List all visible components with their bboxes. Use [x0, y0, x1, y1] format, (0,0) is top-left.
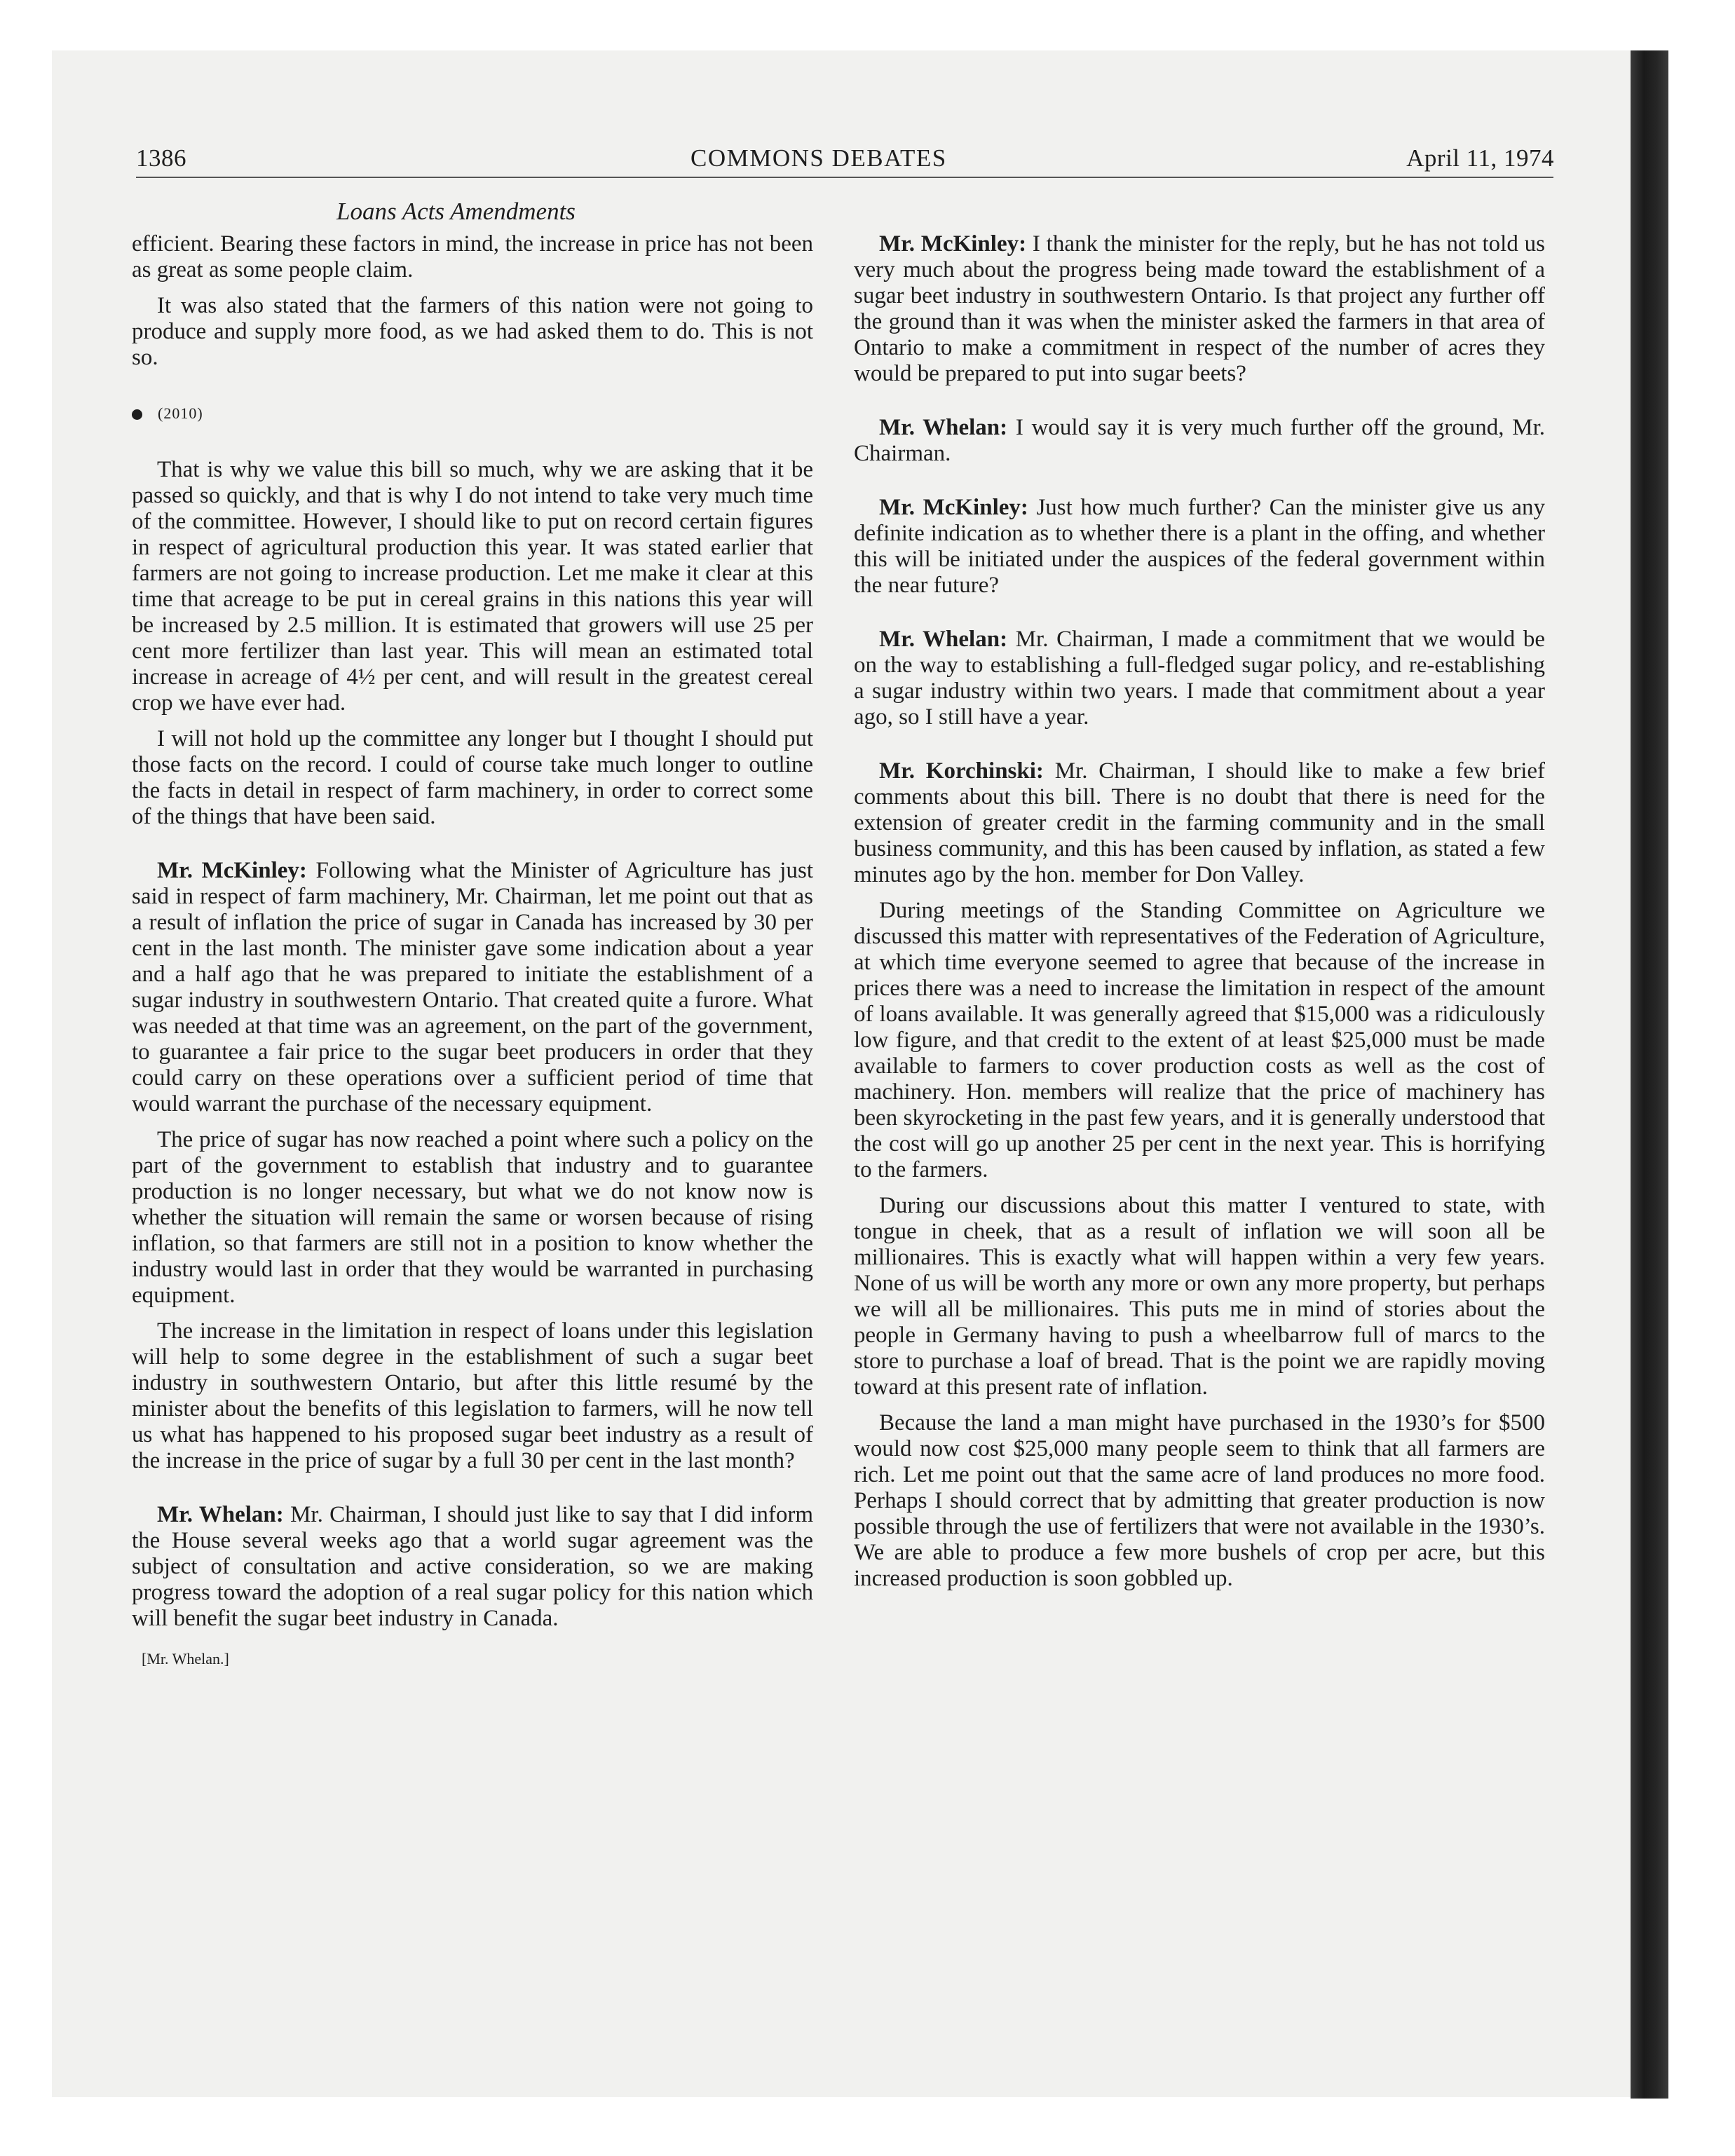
speaker-name: Mr. McKinley: — [879, 231, 1027, 257]
paragraph: efficient. Bearing these factors in mind, the increase in price has not been as great as some people claim. — [132, 231, 813, 282]
bullet-icon — [132, 409, 142, 420]
paragraph: During meetings of the Standing Committee on Agriculture we discussed this matter with representatives of the Federation of Agriculture, at which time everyone seemed to agree that because of the increase in prices there was a need to increase the limitation in respect of the amount of loans available. It was generally agreed that $15,000 was a ridiculously low figure, and that credit to the extent of at least $25,000 must be made available to farmers to cover production costs as well as the cost of machinery. Hon. members will realize that the price of machinery has been skyrocketing in the past few years, and it is generally understood that the cost will go up another 25 per cent in the next year. This is horrifying to the farmers. — [854, 898, 1545, 1182]
paragraph: During our discussions about this matter I ventured to state, with tongue in cheek, that as a result of inflation we will soon all be millionaires. This is exactly what will happen within a very few years. None of us will be worth any more or own any more property, but perhaps we will all be millionaires. This puts me in mind of stories about the people in Germany having to push a wheelbarrow full of marcs to the store to purchase a loaf of bread. That is the point we are rapidly moving toward at this present rate of inflation. — [854, 1193, 1545, 1400]
paragraph: Because the land a man might have purchased in the 1930’s for $500 would now cost $25,000 many people seem to think that all farmers are rich. Let me point out that the same acre of land produces no more food. Perhaps I should correct that by admitting that greater production is now possible through the use of fertilizers that were not available in the 1930’s. We are able to produce a few more bushels of crop per acre, but this increased production is soon gobbled up. — [854, 1410, 1545, 1591]
speaker-attribution: [Mr. Whelan.] — [142, 1650, 229, 1667]
left-column — [132, 231, 813, 1672]
paragraph: I will not hold up the committee any longer but I thought I should put those facts on the record. I could of course take much longer to outline the facts in detail in respect of farm machinery, in order to correct some of the things that have been said. — [132, 726, 813, 829]
speech — [132, 1502, 813, 1632]
paragraph: The price of sugar has now reached a point where such a policy on the part of the government to establish that industry and to guarantee production is no longer necessary, but what we do not know now is whether the situation will remain the same or worsen because of rising inflation, so that farmers are still not in a position to know whether the industry would last in order that they would be warranted in purchasing equipment. — [132, 1127, 813, 1308]
paragraph: That is why we value this bill so much, why we are asking that it be passed so quickly, and that is why I do not intend to take very much time of the committee. However, I should like to put on record certain figures in respect of agricultural production this year. It was stated earlier that farmers are not going to increase production. Let me make it clear at this time that acreage to be put in cereal grains in this nations this year will be increased by 2.5 million. It is estimated that growers will use 25 per cent more fertilizer than last year. This will mean an estimated total increase in acreage of 4½ per cent, and will result in the greatest cereal crop we have ever had. — [132, 457, 813, 716]
speech — [132, 858, 813, 1117]
speech-text: I would say it is very much further off the ground, Mr. Chairman. — [854, 415, 1545, 466]
page-date: April 11, 1974 — [1406, 144, 1554, 172]
speech-text: I thank the minister for the reply, but he has not told us very much about the progress being made toward the establishment of a sugar beet industry in southwestern Ontario. Is that project any further off the ground than it was when the minister asked the farmers in that area of Ontario to make a commitment in respect of the number of acres they would be prepared to put into sugar beets? — [854, 231, 1545, 386]
speaker-name: Mr. Whelan: — [879, 627, 1008, 652]
time-marker — [132, 400, 813, 426]
speech — [854, 758, 1545, 888]
speaker-name: Mr. Korchinski: — [879, 758, 1044, 784]
speaker-name: Mr. Whelan: — [879, 415, 1008, 440]
page-number: 1386 — [136, 144, 186, 172]
speech-text: Mr. Chairman, I made a commitment that we would be on the way to establishing a full-fledged sugar policy, and re-establishing a sugar industry within two years. I made that commitment about a year ago, so I still have a year. — [854, 627, 1545, 730]
header-rule — [136, 177, 1553, 178]
speech-text: Following what the Minister of Agriculture has just said in respect of farm machinery, Mr. Chairman, let me point out that as a result of inflation the price of sugar in Canada has increased by 30 per cent in the last month. The minister gave some indication about a year and a half ago that he was prepared to initiate the establishment of a sugar industry in southwestern Ontario. That created quite a furore. What was needed at that time was an agreement, on the part of the government, to guarantee a fair price to the sugar beet producers in order that they could carry on these operations over a sufficient period of time that would warrant the purchase of the necessary equipment. — [132, 858, 813, 1117]
running-head: COMMONS DEBATES — [690, 144, 947, 172]
paragraph: It was also stated that the farmers of this nation were not going to produce and supply more food, as we had asked them to do. This is not so. — [132, 293, 813, 370]
right-column — [854, 231, 1545, 1592]
speaker-name: Mr. Whelan: — [157, 1502, 284, 1527]
section-title: Loans Acts Amendments — [336, 198, 576, 225]
speech-text: Mr. Chairman, I should just like to say that I did inform the House several weeks ago that a world sugar agreement was the subject of consultation and active consideration, so we are making progress toward the adoption of a real sugar policy for this nation which will benefit the sugar beet industry in Canada. — [132, 1502, 813, 1631]
speech-text: Just how much further? Can the minister give us any definite indication as to whether there is a plant in the offing, and whether this will be initiated under the auspices of the federal government within the near future? — [854, 495, 1545, 598]
speech-text: Mr. Chairman, I should like to make a few brief comments about this bill. There is no doubt that there is need for the extension of greater credit in the farming community and in the small business community, and this has been caused by inflation, as stated a few minutes ago by the hon. member for Don Valley. — [854, 758, 1545, 887]
time-marker-text: (2010) — [158, 404, 203, 422]
speech — [854, 231, 1545, 387]
speech — [854, 495, 1545, 599]
paragraph: The increase in the limitation in respect of loans under this legislation will help to some degree in the establishment of such a sugar beet industry in southwestern Ontario, but after this little resumé by the minister about the benefits of this legislation to farmers, will he now tell us what has happened to his proposed sugar beet industry as a result of the increase in the price of sugar by a full 30 per cent in the last month? — [132, 1318, 813, 1473]
speech — [854, 415, 1545, 467]
binding-edge — [1631, 50, 1668, 2099]
speaker-name: Mr. McKinley: — [879, 495, 1028, 520]
speaker-name: Mr. McKinley: — [157, 858, 307, 883]
speech — [854, 627, 1545, 730]
